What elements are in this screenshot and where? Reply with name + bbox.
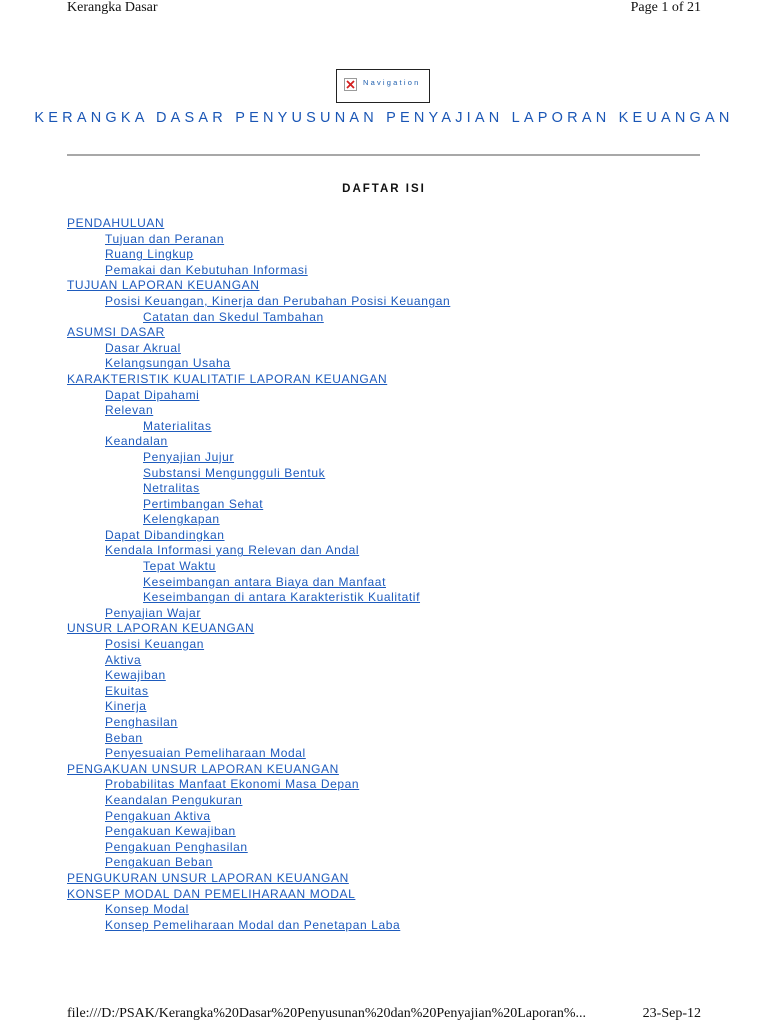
toc-item <box>67 231 450 247</box>
toc-item <box>67 293 450 309</box>
toc-link[interactable]: Konsep Pemeliharaan Modal dan Penetapan Laba <box>105 917 401 932</box>
toc-item <box>67 480 450 496</box>
toc-link[interactable]: Ekuitas <box>105 683 149 698</box>
navigation-alt-text: Navigation <box>363 78 421 87</box>
toc-item <box>67 823 450 839</box>
toc-link[interactable]: Relevan <box>105 403 154 418</box>
toc-link[interactable]: Penyajian Wajar <box>105 605 201 620</box>
toc-link[interactable]: Keandalan <box>105 434 168 449</box>
toc-item <box>67 418 450 434</box>
toc-item <box>67 917 450 933</box>
toc-item <box>67 589 450 605</box>
page-title: KERANGKA DASAR PENYUSUNAN PENYAJIAN LAPORAN KEUANGAN <box>34 110 734 126</box>
toc-item <box>67 761 450 777</box>
toc-heading: DAFTAR ISI <box>342 183 426 195</box>
toc-item <box>67 714 450 730</box>
toc-item <box>67 496 450 512</box>
footer-file-path: file:///D:/PSAK/Kerangka%20Dasar%20Penyusunan%20dan%20Penyajian%20Laporan%... <box>67 1006 587 1021</box>
title-divider <box>67 154 700 156</box>
toc-item <box>67 246 450 262</box>
toc-item <box>67 511 450 527</box>
toc-link[interactable]: Konsep Modal <box>105 902 189 917</box>
toc-link[interactable]: Keseimbangan antara Biaya dan Manfaat <box>143 574 387 589</box>
toc-item <box>67 371 450 387</box>
toc-link[interactable]: Penyesuaian Pemeliharaan Modal <box>105 746 306 761</box>
toc-link[interactable]: PENDAHULUAN <box>67 216 165 230</box>
table-of-contents <box>67 215 450 932</box>
toc-link[interactable]: Posisi Keuangan, Kinerja dan Perubahan Posisi Keuangan <box>105 293 451 308</box>
toc-item <box>67 792 450 808</box>
toc-link[interactable]: Pengakuan Beban <box>105 855 213 870</box>
toc-link[interactable]: Penyajian Jujur <box>143 449 235 464</box>
broken-image-icon <box>344 78 357 91</box>
toc-link[interactable]: PENGAKUAN UNSUR LAPORAN KEUANGAN <box>67 761 339 776</box>
toc-link[interactable]: KARAKTERISTIK KUALITATIF LAPORAN KEUANGAN <box>67 371 388 386</box>
toc-item <box>67 340 450 356</box>
toc-item <box>67 605 450 621</box>
print-header <box>67 0 701 20</box>
toc-item <box>67 776 450 792</box>
toc-item <box>67 324 450 340</box>
toc-item <box>67 215 450 231</box>
toc-link[interactable]: TUJUAN LAPORAN KEUANGAN <box>67 278 260 293</box>
header-doc-title: Kerangka Dasar <box>67 0 158 15</box>
toc-link[interactable]: KONSEP MODAL DAN PEMELIHARAAN MODAL <box>67 886 356 901</box>
toc-item <box>67 574 450 590</box>
toc-item <box>67 901 450 917</box>
toc-link[interactable]: Beban <box>105 730 143 745</box>
toc-link[interactable]: Substansi Mengungguli Bentuk <box>143 465 326 480</box>
toc-link[interactable]: Pemakai dan Kebutuhan Informasi <box>105 262 308 277</box>
toc-item <box>67 698 450 714</box>
toc-item <box>67 667 450 683</box>
toc-item <box>67 886 450 902</box>
toc-link[interactable]: Materialitas <box>143 418 212 433</box>
toc-link[interactable]: Aktiva <box>105 652 142 667</box>
toc-item <box>67 402 450 418</box>
toc-link[interactable]: Kelangsungan Usaha <box>105 356 231 371</box>
toc-link[interactable]: Netralitas <box>143 481 200 496</box>
toc-link[interactable]: Kewajiban <box>105 668 166 683</box>
toc-item <box>67 527 450 543</box>
toc-item <box>67 542 450 558</box>
toc-link[interactable]: Pengakuan Aktiva <box>105 808 211 823</box>
toc-link[interactable]: Ruang Lingkup <box>105 247 194 262</box>
toc-link[interactable]: Kinerja <box>105 699 147 714</box>
toc-item <box>67 808 450 824</box>
toc-link[interactable]: Pengakuan Penghasilan <box>105 839 248 854</box>
header-page-number: Page 1 of 21 <box>630 0 701 15</box>
toc-link[interactable]: Kelengkapan <box>143 512 220 527</box>
toc-item <box>67 652 450 668</box>
toc-link[interactable]: Dapat Dibandingkan <box>105 527 225 542</box>
toc-link[interactable]: Keandalan Pengukuran <box>105 792 243 807</box>
toc-item <box>67 870 450 886</box>
toc-item <box>67 683 450 699</box>
toc-item <box>67 745 450 761</box>
toc-item <box>67 465 450 481</box>
toc-link[interactable]: Keseimbangan di antara Karakteristik Kualitatif <box>143 590 421 605</box>
toc-item <box>67 355 450 371</box>
toc-item <box>67 433 450 449</box>
toc-link[interactable]: PENGUKURAN UNSUR LAPORAN KEUANGAN <box>67 870 349 885</box>
toc-link[interactable]: Dapat Dipahami <box>105 387 200 402</box>
toc-item <box>67 636 450 652</box>
toc-link[interactable]: Penghasilan <box>105 715 178 729</box>
toc-item <box>67 277 450 293</box>
toc-item <box>67 558 450 574</box>
footer-print-date: 23-Sep-12 <box>642 1006 701 1021</box>
toc-link[interactable]: Kendala Informasi yang Relevan dan Andal <box>105 543 360 558</box>
toc-link[interactable]: Probabilitas Manfaat Ekonomi Masa Depan <box>105 777 360 792</box>
toc-item <box>67 262 450 278</box>
toc-item <box>67 730 450 746</box>
toc-item <box>67 387 450 403</box>
toc-item <box>67 839 450 855</box>
toc-link[interactable]: Pengakuan Kewajiban <box>105 824 236 839</box>
toc-link[interactable]: Dasar Akrual <box>105 340 181 355</box>
print-footer <box>67 1006 701 1024</box>
toc-item <box>67 854 450 870</box>
toc-link[interactable]: Catatan dan Skedul Tambahan <box>143 309 324 324</box>
toc-link[interactable]: Tepat Waktu <box>143 559 216 574</box>
toc-link[interactable]: UNSUR LAPORAN KEUANGAN <box>67 621 255 636</box>
toc-item <box>67 309 450 325</box>
toc-link[interactable]: Tujuan dan Peranan <box>105 231 225 246</box>
toc-link[interactable]: Posisi Keuangan <box>105 637 205 652</box>
toc-link[interactable]: Pertimbangan Sehat <box>143 496 264 511</box>
toc-item <box>67 620 450 636</box>
toc-item <box>67 449 450 465</box>
toc-link[interactable]: ASUMSI DASAR <box>67 325 165 340</box>
navigation-image[interactable] <box>336 69 430 103</box>
